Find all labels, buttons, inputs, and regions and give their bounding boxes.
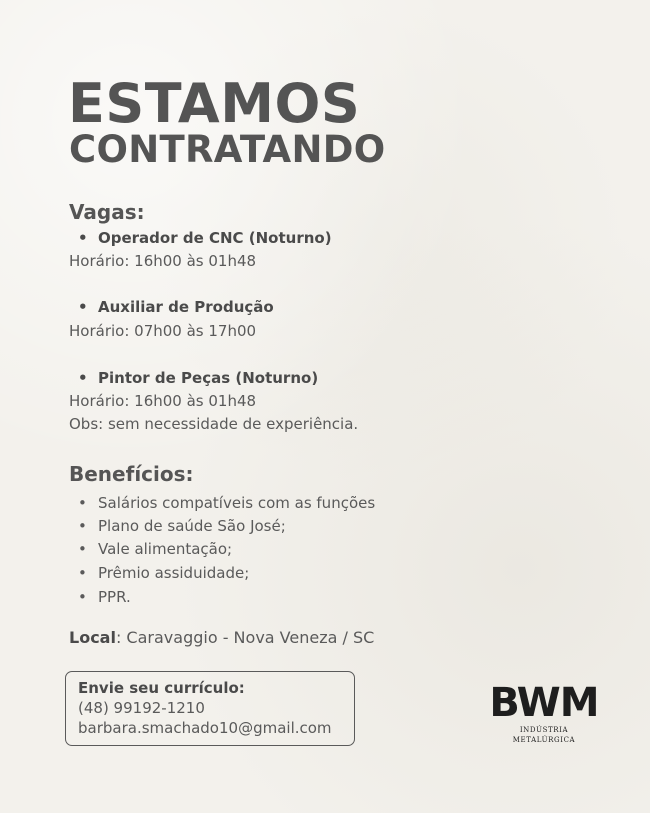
- contact-email[interactable]: barbara.smachado10@gmail.com: [78, 719, 332, 737]
- job-name: Pintor de Peças (Noturno): [98, 369, 319, 387]
- bullet-icon: •: [78, 540, 87, 558]
- job-schedule-3: Horário: 16h00 às 01h48: [69, 392, 257, 410]
- job-title-2: [78, 297, 274, 317]
- headline-line2: CONTRATANDO: [69, 128, 386, 171]
- logo-mark: BWM: [489, 680, 599, 726]
- bullet-icon: •: [78, 564, 87, 582]
- bullet-icon: •: [78, 494, 87, 512]
- bullet-icon: •: [78, 229, 88, 247]
- beneficios-heading: Benefícios:: [69, 462, 194, 486]
- logo-subtitle: INDÚSTRIA METALÚRGICA: [512, 726, 576, 744]
- benefit-item: [78, 516, 286, 536]
- vagas-obs: Obs: sem necessidade de experiência.: [69, 415, 359, 433]
- bullet-icon: •: [78, 517, 87, 535]
- company-logo: [488, 682, 600, 745]
- job-name: Auxiliar de Produção: [98, 298, 274, 316]
- bullet-icon: •: [78, 298, 88, 316]
- bullet-icon: •: [78, 369, 88, 387]
- contact-title: Envie seu currículo:: [78, 679, 245, 697]
- benefit-text: Salários compatíveis com as funções: [98, 494, 376, 512]
- headline-line1: ESTAMOS: [68, 72, 361, 135]
- job-title-3: [78, 368, 318, 388]
- benefit-text: Prêmio assiduidade;: [98, 564, 250, 582]
- benefit-text: Plano de saúde São José;: [98, 517, 286, 535]
- benefit-text: Vale alimentação;: [98, 540, 233, 558]
- benefit-item: [78, 587, 131, 607]
- job-name: Operador de CNC (Noturno): [98, 229, 332, 247]
- job-schedule-1: Horário: 16h00 às 01h48: [69, 252, 257, 270]
- benefit-item: [78, 539, 232, 559]
- benefit-item: [78, 563, 249, 583]
- local-value: : Caravaggio - Nova Veneza / SC: [115, 628, 375, 647]
- job-title-1: [78, 228, 332, 248]
- benefit-item: [78, 493, 375, 513]
- local-line: [69, 627, 374, 649]
- job-schedule-2: Horário: 07h00 às 17h00: [69, 322, 257, 340]
- local-label: Local: [69, 628, 116, 647]
- contact-box: [65, 671, 355, 746]
- bullet-icon: •: [78, 588, 87, 606]
- benefit-text: PPR.: [98, 588, 131, 606]
- vagas-heading: Vagas:: [69, 200, 145, 224]
- contact-phone[interactable]: (48) 99192-1210: [78, 699, 205, 717]
